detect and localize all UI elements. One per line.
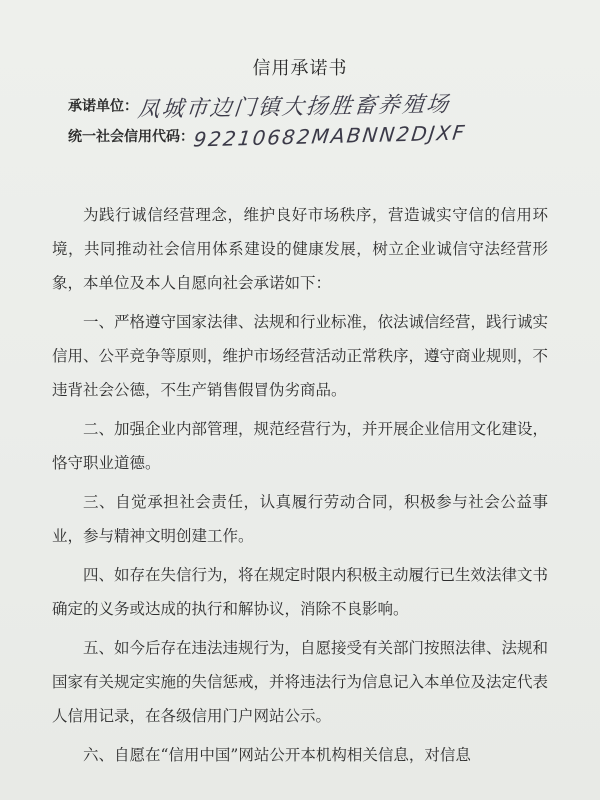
paragraph-item-1: 一、严格遵守国家法律、法规和行业标准，依法诚信经营，践行诚实信用、公平竞争等原则，维护市场经营活动正常秩序，遵守商业规则，不违背社会公德，不生产销售假冒伪劣商品。: [52, 313, 549, 399]
paragraph-item-6: 六、自愿在“信用中国”网站公开本机构相关信息，对信息: [83, 746, 471, 764]
paragraph-item-4: 四、如存在失信行为，将在规定时限内积极主动履行已生效法律文书确定的义务或达成的执行和解协议，消除不良影响。: [52, 566, 549, 618]
credit-code-label: 统一社会信用代码：: [68, 129, 194, 145]
commitment-unit-value: 凤城市边门镇大扬胜畜养殖场: [136, 92, 452, 123]
document-body: [52, 198, 548, 772]
document-title: 信用承诺书: [252, 58, 348, 79]
credit-code-value: 92210682MABNN2DJXF: [192, 120, 468, 152]
commitment-unit-label: 承诺单位：: [68, 98, 138, 115]
paragraph-item-3: 三、自觉承担社会责任，认真履行劳动合同，积极参与社会公益事业，参与精神文明创建工作。: [52, 493, 548, 545]
paragraph-item-2: 二、加强企业内部管理，规范经营行为，并开展企业信用文化建设，恪守职业道德。: [52, 420, 549, 472]
paragraph-item-5: 五、如今后存在违法违规行为，自愿接受有关部门按照法律、法规和国家有关规定实施的失信惩戒，并将违法行为信息记入本单位及法定代表人信用记录，在各级信用门户网站公示。: [52, 639, 549, 725]
commitment-unit-row: [68, 90, 450, 121]
credit-code-row: [68, 120, 468, 152]
paragraph-intro: 为践行诚信经营理念，维护良好市场秩序，营造诚实守信的信用环境，共同推动社会信用体系建设的健康发展，树立企业诚信守法经营形象，本单位及本人自愿向社会承诺如下：: [52, 206, 548, 292]
